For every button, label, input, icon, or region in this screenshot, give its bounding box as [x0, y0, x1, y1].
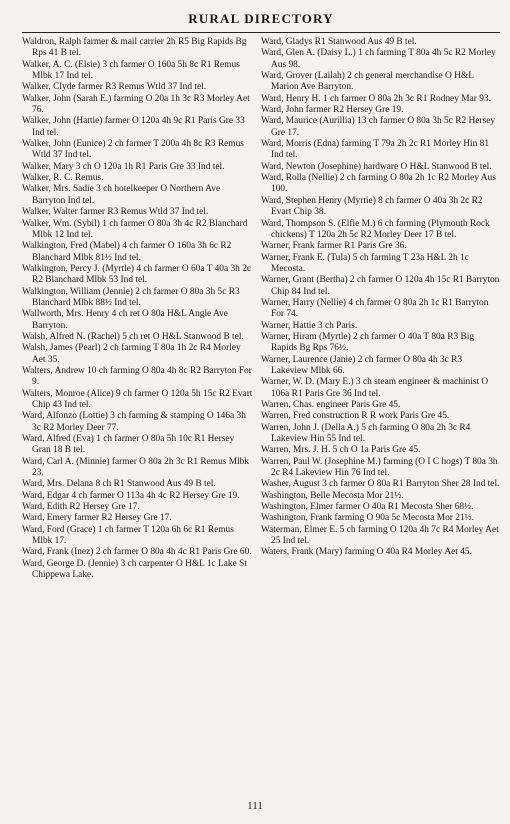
directory-entry: Warner, Frank E. (Tula) 5 ch farming T 23a H&L 2h 1c Mecosta. [261, 252, 469, 274]
directory-entry: Ward, Rolla (Nellie) 2 ch farming O 80a 2h 1c R2 Morley Aus 100. [261, 173, 496, 195]
directory-entry: Walters, Monroe (Alice) 9 ch farmer O 120a 5h 15c R2 Evart Chip 43 Ind tel. [22, 388, 253, 410]
directory-entry: Washington, Elmer farmer O 40a R1 Mecosta Sher 68½. [261, 502, 474, 513]
directory-entry: Walker, Wm. (Sybil) 1 ch farmer O 80a 3h 4c R2 Blanchard Mlbk 12 Ind tel. [22, 218, 248, 240]
directory-entry: Ward, Morris (Edna) farming T 79a 2h 2c R1 Morley Hin 81 Ind tel. [261, 139, 490, 161]
right-column [261, 37, 501, 559]
directory-entry: Ward, Edgar 4 ch farmer O 113a 4h 4c R2 Hersey Gre 19. [22, 490, 240, 501]
directory-entry: Wallworth, Mrs. Henry 4 ch ret O 80a H&L Angle Ave Barryton. [22, 309, 228, 331]
directory-entry: Walker, Walter farmer R3 Remus Wtld 37 Ind tel. [22, 207, 209, 218]
directory-entry: Ward, Gladys R1 Stanwood Aus 49 B tel. [261, 37, 417, 47]
directory-entry: Ward, George D. (Jennie) 3 ch carpenter O H&L 1c Lake St Chippewa Lake. [22, 558, 247, 581]
directory-entry: Warner, Laurence (Janie) 2 ch farmer O 80a 4h 3c R3 Lakeview Mlbk 66. [261, 354, 463, 376]
directory-entry: Walker, A. C. (Elsie) 3 ch farmer O 160a 5h 8c R1 Remus Mlbk 17 Ind tel. [22, 59, 240, 82]
directory-entry: Warner, Hiram (Myrtle) 2 ch farmer O 40a T 80a R3 Big Rapids Bg Rps 76½. [261, 331, 475, 354]
directory-entry: Ward, Glen A. (Daisy L.) 1 ch farming T 80a 4h 5c R2 Morley Aus 98. [261, 48, 496, 70]
directory-entry: Warren, Chas. engineer Paris Gre 45. [261, 400, 401, 410]
directory-entry: Ward, Emery farmer R2 Hersey Gre 17. [22, 513, 172, 524]
directory-entry: Ward, John farmer R2 Hersey Gre 19. [261, 105, 404, 116]
directory-entry: Ward, Alfred (Eva) 1 ch farmer O 80a 5h 10c R1 Hersey Gran 18 B tel. [22, 434, 235, 456]
page-header: RURAL DIRECTORY [22, 10, 500, 33]
directory-entry: Ward, Maurice (Aurillia) 13 ch farmer O 80a 3h 5c R2 Hersey Gre 17. [261, 116, 496, 138]
directory-entry: Washington, Frank farming O 90a 5c Mecosta Mor 21½. [261, 513, 475, 524]
directory-entry: Ward, Mrs. Delana 8 ch R1 Stanwood Aus 49 B tel. [22, 479, 216, 490]
directory-entry: Warner, Grant (Bertha) 2 ch farmer O 120a 4h 15c R1 Barryton Chip 84 Ind tel. [261, 275, 500, 297]
directory-entry: Walkington, Percy J. (Myrtle) 4 ch farmer O 60a T 40a 3h 2c R2 Blanchard Mlbk 53 Ind tel. [22, 263, 252, 286]
directory-entry: Walker, Mrs. Sadie 3 ch hotelkeeper O Northern Ave Barryton Ind tel. [22, 184, 221, 206]
directory-entry: Ward, Grover (Lailah) 2 ch general merchandise O H&L Marion Ave Barryton. [261, 71, 474, 93]
directory-entry: Washington, Belle Mecosta Mor 21½. [261, 490, 404, 501]
directory-entry: Walker, John (Hattie) farmer O 120a 4h 9c R1 Paris Gre 33 Ind tel. [22, 116, 245, 138]
directory-entry: Warren, Fred construction R R work Paris Gre 45. [261, 411, 450, 422]
directory-entry: Warner, W. D. (Mary E.) 3 ch steam engineer & machinist O 106a R1 Paris Gre 36 Ind tel. [261, 377, 489, 399]
directory-entry: Walker, Mary 3 ch O 120a 1h R1 Paris Gre 33 Ind tel. [22, 161, 225, 172]
directory-entry: Ward, Frank (Inez) 2 ch farmer O 80a 4h 4c R1 Paris Gre 60. [22, 547, 252, 558]
page-number: 111 [247, 800, 263, 812]
directory-entry: Walker, John (Eunice) 2 ch farmer T 200a 4h 8c R3 Remus Wtld 37 Ind tel. [22, 139, 244, 161]
directory-entry: Walker, R. C. Remus. [22, 173, 104, 184]
directory-entry: Walsh, James (Pearl) 2 ch farming T 80a 1h 2c R4 Morley Aet 35. [22, 343, 241, 365]
directory-entry: Waldron, Ralph farmer & mail carrier 2h R5 Big Rapids Bg Rps 41 B tel. [22, 37, 247, 59]
directory-entry: Ward, Thompson S. (Elfie M.) 6 ch farming (Plymouth Rock chickens) T 120a 2h 5c R2 Morley Deer 17 B tel. [261, 218, 490, 240]
directory-entry: Washer, August 3 ch farmer O 80a R1 Barryton Sher 28 Ind tel. [261, 479, 500, 490]
directory-entry: Ward, Newton (Josephine) hardware O H&L Stanwood B tel. [261, 161, 492, 172]
directory-entry: Walkington, William (Jennie) 2 ch farmer O 80a 3h 5c R3 Blanchard Mlbk 88½ Ind tel. [22, 286, 240, 308]
directory-entry: Walters, Andrew 10 ch farming O 80a 4h 8c R2 Barryton For 9. [22, 365, 252, 388]
directory-entry: Ward, Ford (Grace) 1 ch farmer T 120a 6h 6c R1 Remus Mlbk 17. [22, 524, 234, 547]
directory-entry: Warren, Paul W. (Josephine M.) farming (O I C hogs) T 80a 3h 2c R4 Lakeview Hin 76 Ind tel. [261, 456, 498, 479]
directory-entry: Waters, Frank (Mary) farming O 40a R4 Morley Aet 45. [261, 547, 472, 558]
directory-entry: Ward, Alfonzo (Lottie) 3 ch farming & stamping O 146a 3h 3c R2 Morley Deer 77. [22, 411, 246, 433]
directory-entry: Warner, Frank farmer R1 Paris Gre 36. [261, 241, 407, 252]
directory-entry: Waterman, Elmer E. 5 ch farming O 120a 4h 7c R4 Morley Aet 25 Ind tel. [261, 524, 499, 547]
directory-entry: Warren, John J. (Della A.) 5 ch farming O 80a 2h 3c R4 Lakeview Hin 55 Ind tel. [261, 422, 471, 445]
directory-entry: Walsh, Alfred N. (Rachel) 5 ch ret O H&L Stanwood B tel. [22, 331, 244, 342]
directory-entry: Ward, Carl A. (Minnie) farmer O 80a 2h 3c R1 Remus Mlbk 23. [22, 456, 250, 479]
directory-entry: Walkington, Fred (Mabel) 4 ch farmer O 160a 3h 6c R2 Blanchard Mlbk 81½ Ind tel. [22, 241, 232, 263]
directory-entry: Walker, John (Sarah E.) farming O 20a 1h 3c R3 Morley Aet 76. [22, 93, 250, 116]
directory-entry: Ward, Henry H. 1 ch farmer O 80a 2h 3c R1 Rodney Mar 93. [261, 93, 491, 104]
directory-entry: Warner, Harry (Nellie) 4 ch farmer O 80a 2h 1c R1 Barryton For 74. [261, 297, 489, 320]
directory-entry: Warner, Hattie 3 ch Paris. [261, 320, 358, 331]
left-column [22, 37, 253, 582]
directory-entry: Ward, Edith R2 Hersey Gre 17. [22, 502, 140, 513]
directory-entry: Walker, Clyde farmer R3 Remus Wtld 37 Ind tel. [22, 82, 207, 93]
directory-entry: Ward, Stephen Henry (Myrtie) 8 ch farmer O 40a 3h 2c R2 Evart Chip 38. [261, 195, 483, 218]
directory-entry: Warren, Mrs. J. H. 5 ch O 1a Paris Gre 45. [261, 445, 421, 456]
